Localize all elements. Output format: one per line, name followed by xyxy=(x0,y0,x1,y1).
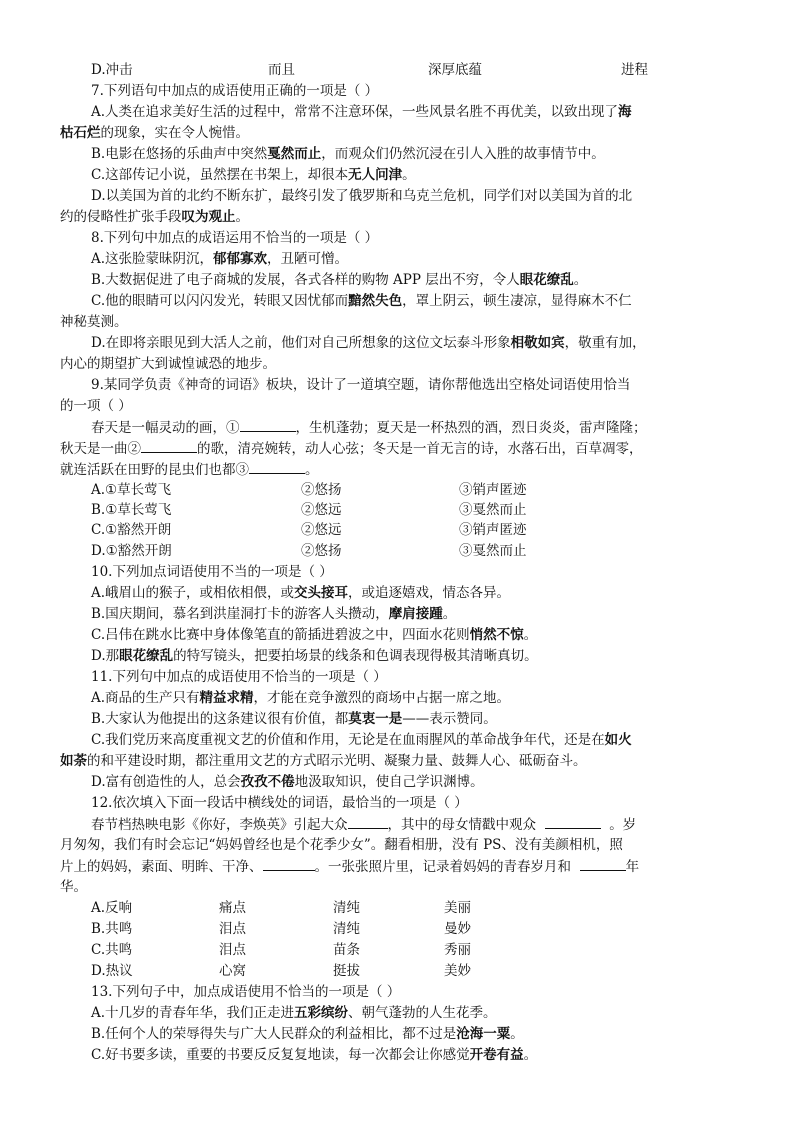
question-8-option-d-cont: 内心的期望扩大到诚惶诚恐的地步。 xyxy=(60,356,276,372)
question-9-passage-1: 春天是一幅灵动的画，① ，生机蓬勃；夏天是一杯热烈的酒，烈日炎炎，雷声隆隆； xyxy=(91,417,771,439)
blank-5 xyxy=(545,814,601,829)
q9-option-d-2: ②悠扬 xyxy=(301,543,342,559)
question-12-stem: 12.依次填入下面一段话中横线处的词语，最恰当的一项是（ ） xyxy=(91,795,468,811)
question-10-option-b: B.国庆期间，慕名到洪崖洞打卡的游客人头攒动，摩肩接踵。 xyxy=(91,606,457,622)
q12-option-c-1: C.共鸣 xyxy=(91,942,133,958)
question-9-stem-cont: 的一项（ ） xyxy=(60,398,132,414)
question-7-option-c: C.这部传记小说，虽然摆在书架上，却很本无人问津。 xyxy=(91,167,416,183)
q12-option-a-2: 痛点 xyxy=(219,900,246,916)
question-10-stem: 10.下列加点词语使用不当的一项是（ ） xyxy=(91,564,333,580)
question-9-passage-3: 就连活跃在田野的昆虫们也都③ 。 xyxy=(60,459,740,481)
q12-option-b-1: B.共鸣 xyxy=(91,921,133,937)
option-d-word1: D.冲击 xyxy=(91,62,133,78)
question-10-option-a: A.峨眉山的猴子，或相依相偎，或交头接耳，或追逐嬉戏，情态各异。 xyxy=(91,585,511,601)
blank-7 xyxy=(580,856,626,871)
question-7-option-d-cont: 约的侵略性扩张手段叹为观止。 xyxy=(60,209,249,225)
q12-option-b-2: 泪点 xyxy=(219,921,246,937)
q9-option-a-3: ③销声匿迹 xyxy=(459,482,527,498)
q12-option-d-4: 美妙 xyxy=(444,963,471,979)
question-8-option-a: A.这张脸蒙昧阴沉，郁郁寡欢，丑陋可憎。 xyxy=(91,251,349,267)
blank-1 xyxy=(240,417,296,432)
question-13-option-b: B.任何个人的荣辱得失与广大人民群众的利益相比，都不过是沧海一粟。 xyxy=(91,1026,524,1042)
question-12-passage-1: 春节档热映电影《你好，李焕英》引起大众 ，其中的母女情戳中观众 。岁 xyxy=(91,814,771,836)
question-8-option-c-cont: 神秘莫测。 xyxy=(60,314,128,330)
question-8-stem: 8.下列句中加点的成语运用不恰当的一项是（ ） xyxy=(91,230,379,246)
blank-6 xyxy=(263,856,315,871)
q9-option-c-1: C.①豁然开朗 xyxy=(91,522,172,538)
q9-option-a-1: A.①草长莺飞 xyxy=(91,482,172,498)
q9-option-b-3: ③戛然而止 xyxy=(459,502,527,518)
q12-option-d-1: D.热议 xyxy=(91,963,133,979)
q12-option-c-4: 秀丽 xyxy=(444,942,471,958)
question-8-option-c: C.他的眼睛可以闪闪发光，转眼又因忧郁而黯然失色，罩上阴云，顿生凄凉，显得麻木不仁 xyxy=(91,293,632,309)
blank-3 xyxy=(249,459,305,474)
q12-option-a-1: A.反响 xyxy=(91,900,133,916)
question-9-passage-2: 秋天是一曲② 的歌，清亮婉转，动人心弦；冬天是一首无言的诗，水落石出，百草凋零， xyxy=(60,438,740,460)
question-7-option-a-cont: 枯石烂的现象，实在令人惋惜。 xyxy=(60,125,249,141)
q9-option-b-1: B.①草长莺飞 xyxy=(91,502,172,518)
q9-option-a-2: ②悠扬 xyxy=(301,482,342,498)
question-11-option-b: B.大家认为他提出的这条建议很有价值，都莫衷一是——表示赞同。 xyxy=(91,711,497,727)
question-10-option-c: C.吕伟在跳水比赛中身体像笔直的箭插进碧波之中，四面水花则悄然不惊。 xyxy=(91,627,538,643)
q9-option-c-2: ②悠远 xyxy=(301,522,342,538)
q9-option-d-1: D.①豁然开朗 xyxy=(91,543,172,559)
question-7-stem: 7.下列语句中加点的成语使用正确的一项是（ ） xyxy=(91,83,379,99)
option-d-word4: 进程 xyxy=(621,62,648,78)
q12-option-a-3: 清纯 xyxy=(333,900,360,916)
blank-4 xyxy=(348,814,388,829)
q12-option-c-2: 泪点 xyxy=(219,942,246,958)
question-13-option-c: C.好书要多读，重要的书要反反复复地读，每一次都会让你感觉开卷有益。 xyxy=(91,1047,538,1063)
question-11-stem: 11.下列句中加点的成语使用不恰当的一项是（ ） xyxy=(91,669,387,685)
q12-option-b-4: 曼妙 xyxy=(444,921,471,937)
question-13-stem: 13.下列句子中，加点成语使用不恰当的一项是（ ） xyxy=(91,984,401,1000)
question-11-option-c: C.我们党历来高度重视文艺的价值和作用，无论是在血雨腥风的革命战争年代，还是在如火 xyxy=(91,732,632,748)
question-8-option-b: B.大数据促进了电子商城的发展，各式各样的购物 APP 层出不穷，令人眼花缭乱。 xyxy=(91,272,588,288)
question-12-passage-2: 月匆匆，我们有时会忘记“妈妈曾经也是个花季少女”。翻看相册，没有 PS、没有美颜相机，照 xyxy=(60,837,623,853)
blank-2 xyxy=(141,438,197,453)
question-13-option-a: A.十几岁的青春年华，我们正走进五彩缤纷、朝气蓬勃的人生花季。 xyxy=(91,1005,497,1021)
question-7-option-b: B.电影在悠扬的乐曲声中突然戛然而止，而观众们仍然沉浸在引人入胜的故事情节中。 xyxy=(91,146,605,162)
question-7-option-a: A.人类在追求美好生活的过程中，常常不注意环保，一些风景名胜不再优美，以致出现了海 xyxy=(91,104,632,120)
option-d-word2: 而且 xyxy=(268,62,295,78)
question-7-option-d: D.以美国为首的北约不断东扩，最终引发了俄罗斯和乌克兰危机，同学们对以美国为首的北 xyxy=(91,188,633,204)
q12-option-b-3: 清纯 xyxy=(333,921,360,937)
question-11-option-c-cont: 如荼的和平建设时期，都注重用文艺的方式昭示光明、凝聚力量、鼓舞人心、砥砺奋斗。 xyxy=(60,753,587,769)
question-9-stem: 9.某同学负责《神奇的词语》板块，设计了一道填空题，请你帮他选出空格处词语使用恰当 xyxy=(91,377,631,393)
q9-option-c-3: ③销声匿迹 xyxy=(459,522,527,538)
q9-option-d-3: ③戛然而止 xyxy=(459,543,527,559)
question-11-option-d: D.富有创造性的人，总会孜孜不倦地汲取知识，使自己学识渊博。 xyxy=(91,774,484,790)
q12-option-d-3: 挺拔 xyxy=(333,963,360,979)
question-12-passage-3: 片上的妈妈，素面、明眸、干净、 。一张张照片里，记录着妈妈的青春岁月和 年 xyxy=(60,856,740,878)
question-8-option-d: D.在即将亲眼见到大活人之前，他们对自己所想象的这位文坛泰斗形象相敬如宾，敬重有加， xyxy=(91,335,646,351)
question-11-option-a: A.商品的生产只有精益求精，才能在竞争激烈的商场中占据一席之地。 xyxy=(91,690,511,706)
question-12-passage-4: 华。 xyxy=(60,879,87,895)
q12-option-a-4: 美丽 xyxy=(444,900,471,916)
option-d-word3: 深厚底蕴 xyxy=(428,62,482,78)
q12-option-d-2: 心窝 xyxy=(219,963,246,979)
q12-option-c-3: 苗条 xyxy=(333,942,360,958)
q9-option-b-2: ②悠远 xyxy=(301,502,342,518)
question-10-option-d: D.那眼花缭乱的特写镜头，把要拍场景的线条和色调表现得极其清晰真切。 xyxy=(91,648,538,664)
